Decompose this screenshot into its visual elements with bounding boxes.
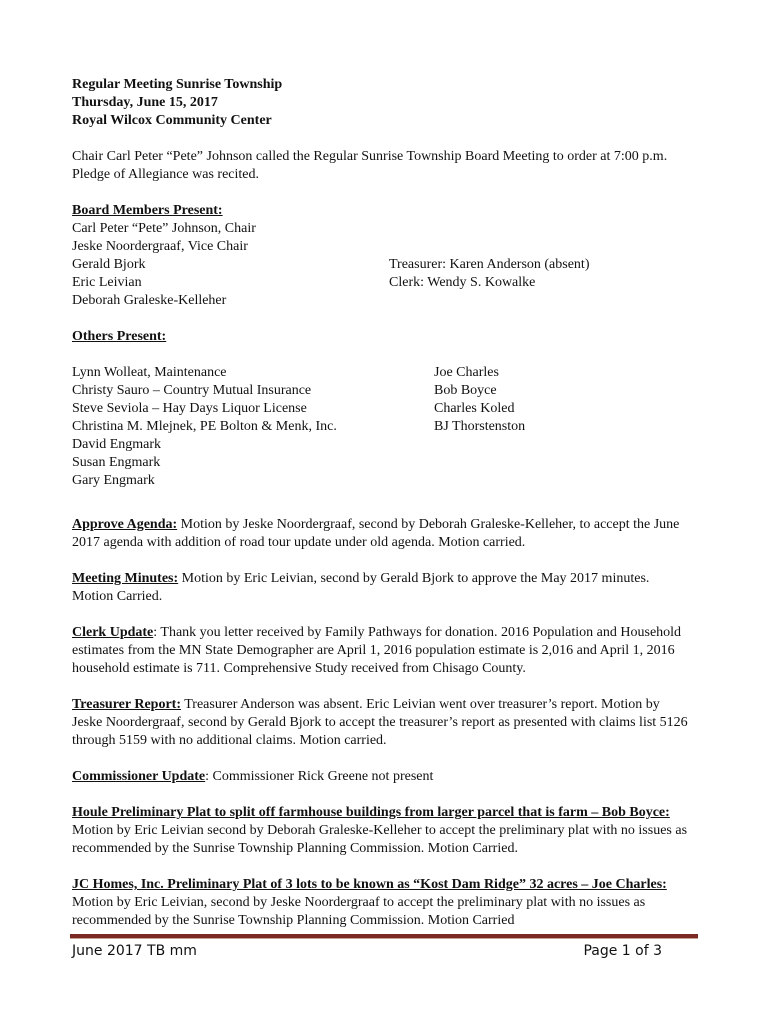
approve-agenda-text: Motion by Jeske Noordergraaf, second by Deborah Graleske-Kelleher, to accept the June 2017 agenda with addition of road tour update under old agenda. Motion carried. bbox=[72, 517, 680, 550]
footer-divider bbox=[70, 934, 698, 939]
officer: Treasurer: Karen Anderson (absent) bbox=[389, 257, 590, 272]
treasurer-report-paragraph bbox=[72, 696, 692, 750]
houle-plat-paragraph bbox=[72, 804, 692, 858]
houle-plat-text: Motion by Eric Leivian second by Deborah Graleske-Kelleher to accept the preliminary plat with no issues as recommended by the Sunrise Township Planning Commission. Motion Carried. bbox=[72, 823, 688, 856]
treasurer-report-title: Treasurer Report: bbox=[72, 697, 181, 712]
attendee: Christina M. Mlejnek, PE Bolton & Menk, Inc. bbox=[72, 419, 337, 434]
clerk-update-text: : Thank you letter received by Family Pathways for donation. 2016 Population and Household estimates from the MN State Demographer are April 1, 2016 population estimate is 2,016 and April 1, 2016 household estimate is 711. Comprehensive Study received from Chisago County. bbox=[72, 625, 682, 676]
meeting-minutes-text: Motion by Eric Leivian, second by Gerald Bjork to approve the May 2017 minutes. Motion Carried. bbox=[72, 571, 650, 604]
meeting-date: Thursday, June 15, 2017 bbox=[72, 95, 218, 110]
meeting-location: Royal Wilcox Community Center bbox=[72, 113, 272, 128]
meeting-minutes-paragraph bbox=[72, 570, 692, 606]
commissioner-update-title: Commissioner Update bbox=[72, 769, 206, 784]
meeting-minutes-title: Meeting Minutes: bbox=[72, 571, 179, 586]
others-list-left bbox=[72, 364, 337, 490]
jc-homes-paragraph bbox=[72, 876, 692, 930]
meeting-title: Regular Meeting Sunrise Township bbox=[72, 77, 283, 92]
attendee: Bob Boyce bbox=[434, 383, 497, 398]
attendee: Christy Sauro – Country Mutual Insurance bbox=[72, 383, 312, 398]
attendee: Steve Seviola – Hay Days Liquor License bbox=[72, 401, 307, 416]
board-member: Deborah Graleske-Kelleher bbox=[72, 293, 227, 308]
board-members-list bbox=[72, 220, 256, 310]
board-members-section bbox=[72, 202, 692, 310]
treasurer-report-text: Treasurer Anderson was absent. Eric Leivian went over treasurer’s report. Motion by Jeske Noordergraaf, second by Gerald Bjork to accept the treasurer’s report as presented with claims list 5126 through 5159 with no additional claims. Motion carried. bbox=[72, 697, 688, 748]
attendee: Gary Engmark bbox=[72, 473, 155, 488]
board-member: Jeske Noordergraaf, Vice Chair bbox=[72, 239, 248, 254]
others-present-heading: Others Present: bbox=[72, 329, 167, 344]
others-present-section bbox=[72, 328, 692, 490]
clerk-update-paragraph bbox=[72, 624, 692, 678]
document-body bbox=[72, 76, 692, 930]
attendee: Joe Charles bbox=[434, 365, 499, 380]
commissioner-update-paragraph bbox=[72, 768, 692, 786]
footer-document-label: June 2017 TB mm bbox=[72, 943, 197, 959]
attendee: BJ Thorstenston bbox=[434, 419, 526, 434]
attendee: Charles Koled bbox=[434, 401, 515, 416]
attendee: Susan Engmark bbox=[72, 455, 161, 470]
approve-agenda-paragraph bbox=[72, 516, 692, 552]
board-member: Eric Leivian bbox=[72, 275, 142, 290]
officers-list bbox=[389, 256, 589, 292]
officer: Clerk: Wendy S. Kowalke bbox=[389, 275, 536, 290]
meeting-header bbox=[72, 76, 692, 130]
clerk-update-title: Clerk Update bbox=[72, 625, 154, 640]
intro-paragraph: Chair Carl Peter “Pete” Johnson called the Regular Sunrise Township Board Meeting to order at 7:00 p.m. Pledge of Allegiance was recited. bbox=[72, 149, 668, 182]
board-member: Gerald Bjork bbox=[72, 257, 146, 272]
approve-agenda-title: Approve Agenda: bbox=[72, 517, 178, 532]
board-members-heading: Board Members Present: bbox=[72, 203, 223, 218]
others-list-right bbox=[434, 364, 525, 436]
attendee: Lynn Wolleat, Maintenance bbox=[72, 365, 227, 380]
jc-homes-text: Motion by Eric Leivian, second by Jeske Noordergraaf to accept the preliminary plat with no issues as recommended by the Sunrise Township Planning Commission. Motion Carried bbox=[72, 895, 646, 928]
houle-plat-title: Houle Preliminary Plat to split off farmhouse buildings from larger parcel that is farm – Bob Boyce: bbox=[72, 805, 670, 820]
board-member: Carl Peter “Pete” Johnson, Chair bbox=[72, 221, 256, 236]
commissioner-update-text: : Commissioner Rick Greene not present bbox=[205, 769, 434, 784]
jc-homes-title: JC Homes, Inc. Preliminary Plat of 3 lots to be known as “Kost Dam Ridge” 32 acres – Joe Charles: bbox=[72, 877, 667, 892]
footer-page-number: Page 1 of 3 bbox=[583, 943, 662, 959]
attendee: David Engmark bbox=[72, 437, 162, 452]
